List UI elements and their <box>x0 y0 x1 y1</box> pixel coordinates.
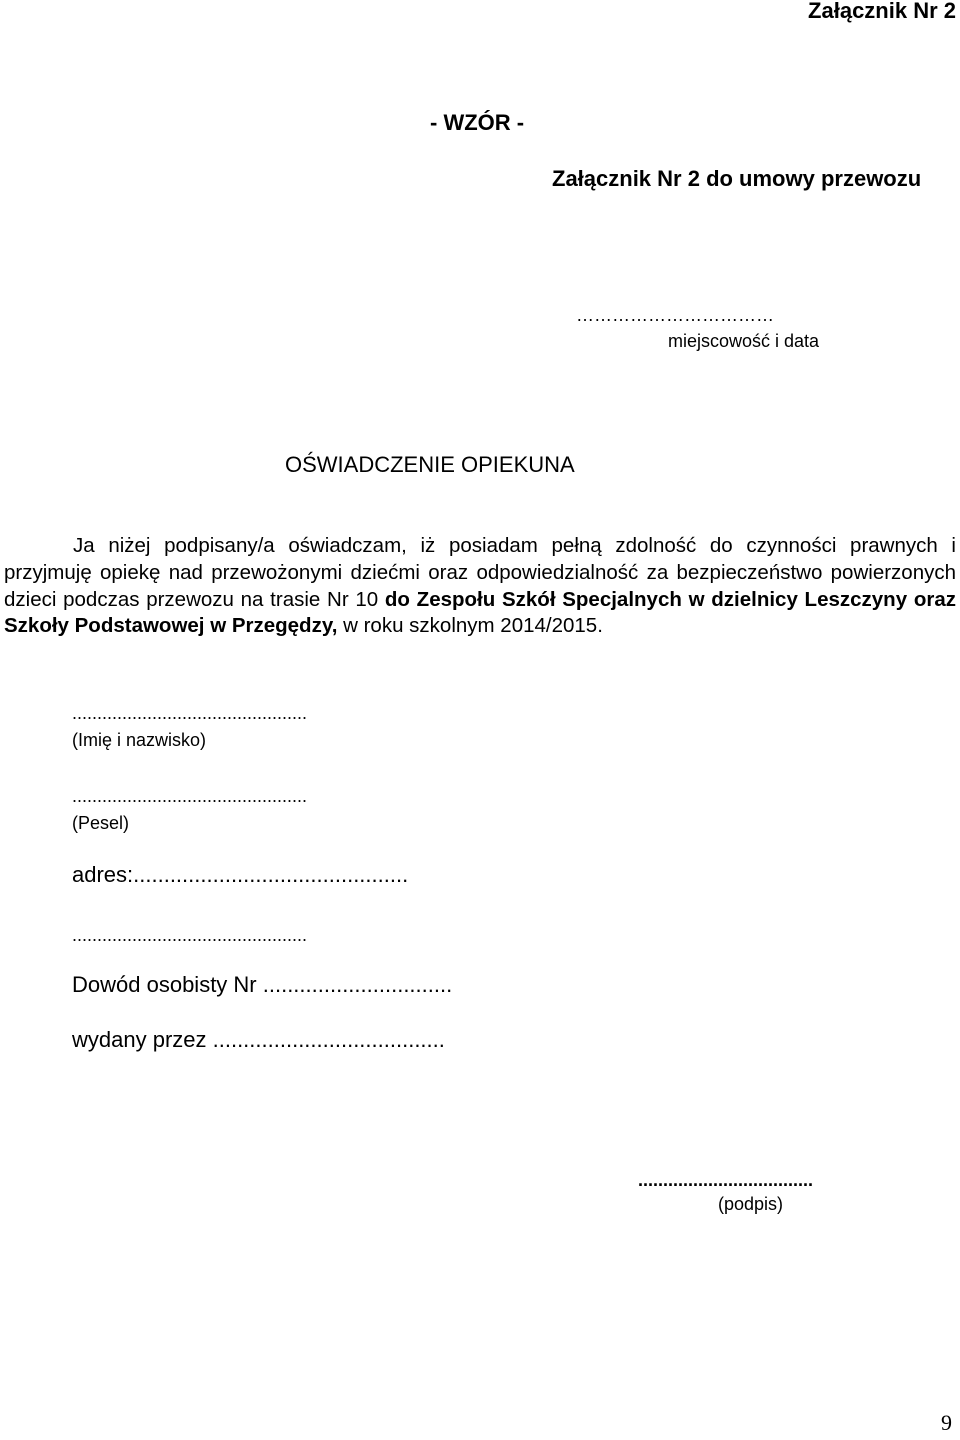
issued-by-field[interactable]: wydany przez ...................................... <box>72 1027 445 1052</box>
document-title: OŚWIADCZENIE OPIEKUNA <box>285 452 575 477</box>
attachment-subtitle: Załącznik Nr 2 do umowy przewozu <box>552 166 922 191</box>
attachment-header: Załącznik Nr 2 <box>808 0 956 23</box>
declaration-school-year: w roku szkolnym 2014/2015. <box>337 614 603 638</box>
address-field-continued[interactable]: ............................................... <box>72 925 308 945</box>
id-card-field[interactable]: Dowód osobisty Nr ............................... <box>72 972 453 997</box>
declaration-paragraph <box>4 533 956 640</box>
template-mark: - WZÓR - <box>430 110 525 135</box>
signature-field[interactable]: ................................... <box>638 1170 814 1190</box>
name-field[interactable]: ............................................... <box>72 703 308 723</box>
signature-label: (podpis) <box>718 1194 784 1214</box>
address-field[interactable]: adres:............................................. <box>72 862 409 887</box>
place-date-field[interactable]: …………………………… <box>576 305 774 325</box>
pesel-field[interactable]: ............................................... <box>72 786 308 806</box>
declaration-school-names: do Zespołu Szkół Specjalnych w dzielnicy Leszczyny oraz Szkoły Podstawowej w Przegędzy, <box>4 587 956 638</box>
name-label: (Imię i nazwisko) <box>72 730 207 750</box>
declaration-text: Ja niżej podpisany/a oświadczam, iż posiadam pełną zdolność do czynności prawnych i przyjmuję opiekę nad przewożonymi dziećmi oraz odpowiedzialność za bezpieczeństwo powierzonych dzieci podczas przewozu na trasie Nr 10 <box>4 534 956 611</box>
pesel-label: (Pesel) <box>72 813 130 833</box>
page-number: 9 <box>941 1410 952 1435</box>
place-date-label: miejscowość i data <box>668 331 820 351</box>
